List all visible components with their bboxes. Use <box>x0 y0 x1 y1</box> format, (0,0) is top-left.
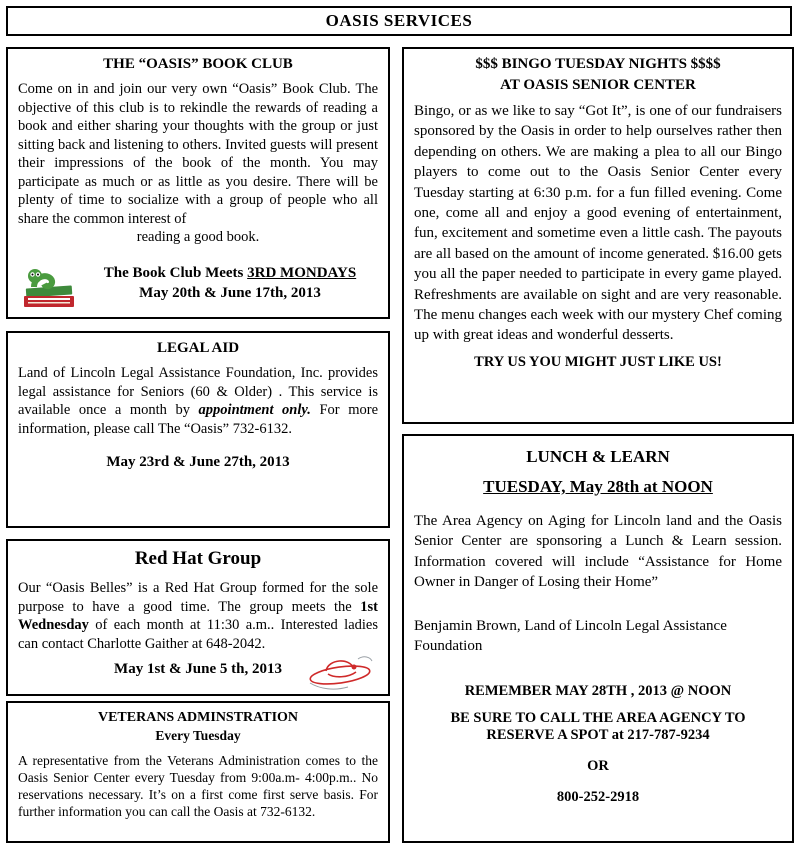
red-hat-body <box>18 579 378 653</box>
bingo-body: Bingo, or as we like to say “Got It”, is one of our fundraisers sponsored by the Oasis in order to help ourselves rather then depending on others. We are making a plea to all our Bingo players to come out to the Oasis Senior Center every Tuesday starting at 6:30 p.m. for a fun filled evening. Come one, come all and enjoy a good evening of entertainment, fun, excitement and sometime even a little cash. The payouts are all based on the amount of income generated. $16.00 gets you all the paper needed to participate in every game played. Refreshments are available on sight and are very reasonable. The menu changes each week with our mystery Chef coming up with great ideas and wonderful desserts. <box>414 103 782 344</box>
bingo-section <box>402 47 794 424</box>
red-hat-section <box>6 539 390 696</box>
legal-aid-section <box>6 331 390 528</box>
legal-aid-body-1: Land of Lincoln Legal Assistance Foundation, Inc. provides legal assistance for Seniors (60 & Older) . This service is available once a month by <box>18 365 378 419</box>
legal-aid-body <box>18 364 378 438</box>
veterans-title: VETERANS ADMINSTRATION <box>97 710 299 725</box>
red-hat-dates-row <box>18 661 378 678</box>
lunch-learn-call-line: BE SURE TO CALL THE AREA AGENCY TO RESERVE A SPOT at 217-787-9234 <box>450 709 746 743</box>
book-club-meeting-text <box>82 262 378 305</box>
legal-aid-title: LEGAL AID <box>156 340 240 356</box>
legal-aid-body-2: For more information, please call The “Oasis” 732-6132. <box>18 402 378 437</box>
legal-aid-dates: May 23rd & June 27th, 2013 <box>106 454 290 471</box>
lunch-learn-title: LUNCH & LEARN <box>526 447 670 466</box>
bookworm-icon <box>18 257 82 311</box>
lunch-learn-section <box>402 434 794 843</box>
red-hat-dates: May 1st & June 5 th, 2013 <box>114 661 282 678</box>
book-club-meets-prefix: The Book Club Meets <box>103 265 248 282</box>
book-club-meeting-row <box>18 257 378 311</box>
veterans-subtitle: Every Tuesday <box>155 728 241 743</box>
bingo-title-line2: AT OASIS SENIOR CENTER <box>500 77 696 93</box>
legal-aid-appointment-emphasis: appointment only. <box>198 402 311 419</box>
page-title: OASIS SERVICES <box>325 11 473 30</box>
book-club-body-last: reading a good book. <box>136 229 260 246</box>
book-club-body: Come on in and join our very own “Oasis” Book Club. The objective of this club is to rekindle the rewards of reading a book and either sharing your thoughts with the group or just sitting back and listening to others. Invited guests will present their impressions of the book of the month. You may participate as much or as little as you desire. There will be plenty of time to socialize with a group of people who all share the common interest of <box>18 81 378 227</box>
lunch-learn-speaker: Benjamin Brown, Land of Lincoln Legal Assistance Foundation <box>414 618 727 655</box>
lunch-learn-or: OR <box>587 757 609 774</box>
lunch-learn-reminder: REMEMBER MAY 28TH , 2013 @ NOON <box>464 682 732 699</box>
veterans-body: A representative from the Veterans Administration comes to the Oasis Senior Center every Tuesday from 9:00a.m- 4:00p.m.. No reservations necessary. It’s on a first come first serve basis. For further information you can call the Oasis at 732-6132. <box>18 753 378 819</box>
book-club-meets-day: 3RD MONDAYS <box>247 265 357 282</box>
red-hat-title: Red Hat Group <box>134 548 262 569</box>
bingo-title-line1: $$$ BINGO TUESDAY NIGHTS $$$$ <box>475 56 721 72</box>
page-title-box <box>6 6 792 36</box>
veterans-section <box>6 701 390 843</box>
book-club-title: THE “OASIS” BOOK CLUB <box>103 56 293 72</box>
lunch-learn-body: The Area Agency on Aging for Lincoln land and the Oasis Senior Center are sponsoring a Lunch & Learn session. Information covered will include “Assistance for Home Owner in Danger of Losing their Home” <box>414 513 782 590</box>
red-hat-body-2: of each month at 11:30 a.m.. Interested ladies can contact Charlotte Gaither at 648-2042. <box>18 617 378 652</box>
red-hat-body-1: Our “Oasis Belles” is a Red Hat Group formed for the sole purpose to have a good time. The group meets the <box>18 580 378 615</box>
book-club-dates: May 20th & June 17th, 2013 <box>139 285 321 302</box>
book-club-section <box>6 47 390 319</box>
bingo-footer: TRY US YOU MIGHT JUST LIKE US! <box>474 353 722 370</box>
lunch-learn-phone: 800-252-2918 <box>556 788 640 805</box>
lunch-learn-date-subtitle: TUESDAY, May 28th at NOON <box>483 477 713 496</box>
red-hat-meeting-day: 1st Wednesday <box>18 598 378 634</box>
book-club-meets-line <box>82 265 378 282</box>
red-hat-icon <box>304 647 376 696</box>
